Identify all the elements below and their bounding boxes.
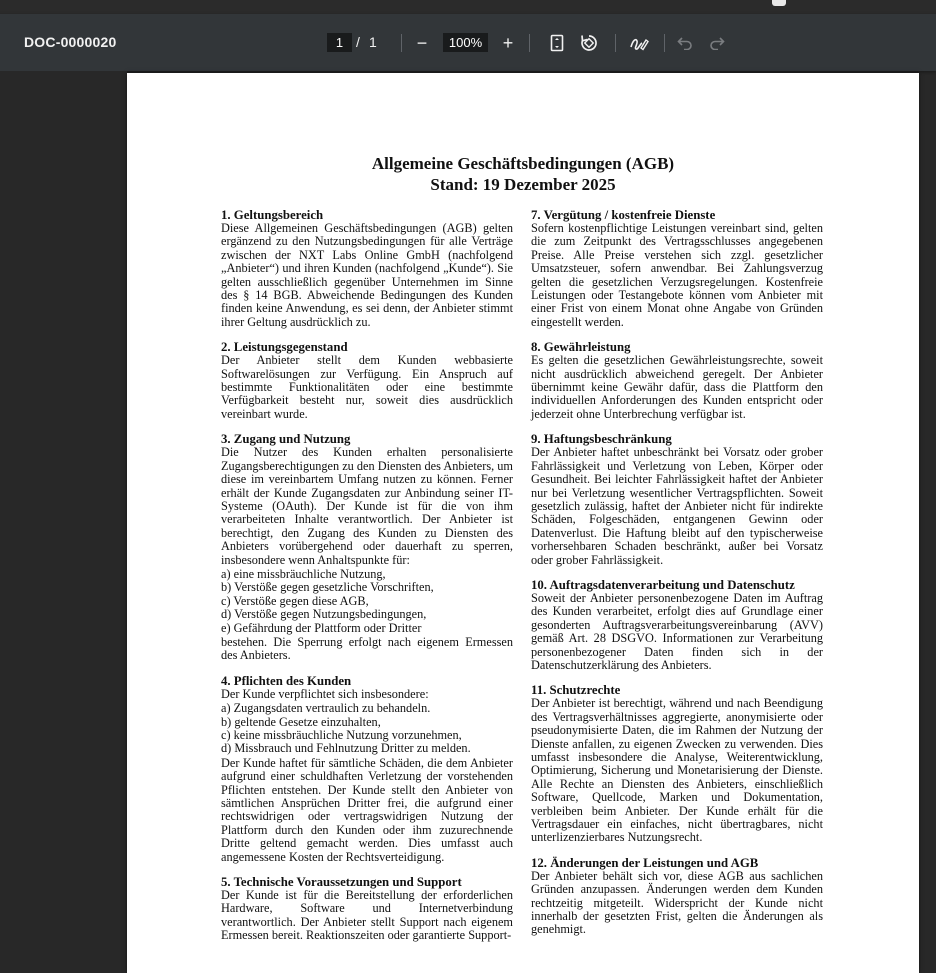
list-item: d) Missbrauch und Fehlnutzung Dritter zu melden. (221, 741, 471, 756)
page-number-input[interactable]: 1 (327, 33, 352, 52)
section-body: Der Anbieter haftet unbeschränkt bei Vorsatz oder grober Fahrlässigkeit und Verletzung von Leben, Körper oder Gesundheit. Bei leichter Fahrlässigkeit haftet der Anbieter nur bei Verletzung wesentlicher Vertragspflichten. Soweit gesetzlich zulässig, haftet der Anbieter nicht für indirekte Schäden, Folgeschäden, entgangenen Gewinn oder Datenverlust. Die Haftung bleibt auf den typischerweise vorhersehbaren Schaden beschränkt, außer bei Vorsatz oder grober Fahrlässigkeit. (531, 445, 823, 567)
fit-page-button[interactable] (544, 30, 570, 56)
document-heading: Allgemeine Geschäftsbedingungen (AGB) (371, 154, 675, 173)
left-column (221, 208, 513, 954)
section-title: 12. Änderungen der Leistungen und AGB (531, 855, 759, 870)
redo-button[interactable] (704, 30, 730, 56)
list-item: a) eine missbräuchliche Nutzung, (221, 566, 386, 581)
section-title: 11. Schutzrechte (531, 683, 621, 698)
section-body: Der Anbieter behält sich vor, diese AGB aus sachlichen Gründen anzupassen. Änderungen werden dem Kunden rechtzeitig mitgeteilt. Widerspricht der Kunde nicht innerhalb der gesetzten Frist, gelten die Änderungen als genehmigt. (531, 868, 823, 937)
list-item: e) Gefährdung der Plattform oder Dritter (221, 620, 422, 635)
document-section (531, 208, 823, 329)
document-section (531, 856, 823, 937)
document-section (531, 683, 823, 844)
section-body: Der Kunde verpflichtet sich insbesondere: (221, 686, 429, 701)
pdf-page (127, 73, 919, 973)
zoom-out-button[interactable] (409, 30, 435, 56)
annotate-button[interactable] (626, 30, 652, 56)
toolbar-divider (529, 34, 530, 52)
section-body: Der Kunde ist für die Bereitstellung der erforderlichen Hardware, Software und Internetverbindung verantwortlich. Der Anbieter stellt Support nach eigenem Ermessen bereit. Reaktionszeiten oder garantierte Support- (221, 888, 513, 943)
section-title: 3. Zugang und Nutzung (221, 432, 351, 447)
section-title: 4. Pflichten des Kunden (221, 673, 352, 688)
section-title: 1. Geltungsbereich (221, 208, 324, 222)
section-title: 10. Auftragsdatenverarbeitung und Datenschutz (531, 577, 795, 592)
document-title: DOC-0000020 (24, 34, 117, 50)
toolbar-divider (615, 34, 616, 52)
list-item: b) geltende Gesetze einzuhalten, (221, 714, 381, 729)
window-top-strip (0, 0, 936, 14)
toolbar-divider (401, 34, 402, 52)
section-title: 9. Haftungsbeschränkung (531, 432, 672, 447)
rotate-button[interactable] (576, 30, 602, 56)
list-item: b) Verstöße gegen gesetzliche Vorschriften, (221, 580, 434, 595)
page-separator: / (356, 34, 360, 50)
section-body: Der Anbieter stellt dem Kunden webbasierte Softwarelösungen zur Verfügung. Ein Anspruch auf bestimmte Funktionalitäten oder eine bestimmte Verfügbarkeit besteht nur, soweit dies ausdrücklich vereinbart wurde. (221, 353, 513, 421)
section-body: Soweit der Anbieter personenbezogene Daten im Auftrag des Kunden verarbeitet, erfolgt dies auf Grundlage einer gesonderten Auftragsverarbeitungsvereinbarung (AVV) gemäß Art. 28 DSGVO. Informationen zur Verarbeitung personenbezogener Daten finden sich in der Datenschutzerklärung des Anbieters. (531, 590, 823, 672)
document-date: Stand: 19 Dezember 2025 (430, 175, 616, 194)
list-item: a) Zugangsdaten vertraulich zu behandeln. (221, 701, 431, 716)
pdf-toolbar (0, 14, 936, 71)
section-title: 5. Technische Voraussetzungen und Support (221, 875, 462, 890)
section-list (221, 702, 513, 756)
document-section (221, 208, 513, 329)
zoom-in-label: + (502, 33, 514, 53)
section-body: Der Anbieter ist berechtigt, während und nach Beendigung des Vertragsverhältnisses aggregierte, anonymisierte oder pseudonymisierte Daten, die im Rahmen der Nutzung der Dienste anfallen, zu eigenen Zwecken zu verwenden. Dies umfasst insbesondere die Analyse, Weiterentwicklung, Optimierung, Sicherung und Monetarisierung der Dienste. Alle Rechte an Diensten des Anbieters, einschließlich Software, Quellcode, Marken und Dokumentation, verbleiben beim Anbieter. Der Kunde erhält für die Vertragsdauer ein einfaches, nicht übertragbares, nicht unterlizenzierbares Nutzungsrecht. (531, 696, 823, 845)
list-item: d) Verstöße gegen Nutzungsbedingungen, (221, 607, 427, 622)
window-tab-indicator (772, 0, 786, 6)
section-body-continued: bestehen. Die Sperrung erfolgt nach eigenem Ermessen des Anbieters. (221, 634, 513, 663)
document-section (221, 340, 513, 421)
zoom-out-label: − (416, 33, 428, 53)
zoom-in-button[interactable] (495, 30, 521, 56)
document-section (531, 432, 823, 567)
document-section (221, 875, 513, 943)
rotate-icon (579, 33, 599, 53)
section-title: 8. Gewährleistung (531, 340, 631, 355)
redo-icon (709, 36, 725, 50)
zoom-level-input[interactable]: 100% (443, 33, 488, 52)
document-header (221, 153, 825, 205)
section-title: 2. Leistungsgegenstand (221, 340, 348, 355)
undo-icon (677, 36, 693, 50)
section-body-continued: Der Kunde haftet für sämtliche Schäden, die dem Anbieter aufgrund einer schuldhaften Verletzung der vorstehenden Pflichten entstehen. Der Kunde stellt den Anbieter von sämtlichen Ansprüchen Dritter frei, die aufgrund einer rechtswidrigen oder vertragswidrigen Nutzung der Plattform durch den Kunden oder ihm zuzurechnende Dritte geltend gemacht werden. Dies umfasst auch angemessene Kosten der Rechtsverteidigung. (221, 755, 513, 864)
document-section (221, 432, 513, 663)
page-total: 1 (369, 34, 377, 50)
section-body: Es gelten die gesetzlichen Gewährleistungsrechte, soweit nicht ausdrücklich abweichend geregelt. Der Anbieter übernimmt keine Gewähr dafür, dass die Plattform den individuellen Anforderungen des Kunden entspricht oder jederzeit ohne Unterbrechung verfügbar ist. (531, 353, 823, 421)
document-section (531, 340, 823, 421)
toolbar-divider (664, 34, 665, 52)
section-list (221, 568, 513, 635)
section-body: Diese Allgemeinen Geschäftsbedingungen (AGB) gelten ergänzend zu den Nutzungsbedingungen für alle Verträge zwischen der NXT Labs Online GmbH (nachfolgend „Anbieter“) und ihren Kunden (nachfolgend „Kunde“). Sie gelten ausschließlich gegenüber Unternehmen im Sinne des § 14 BGB. Abweichende Bedingungen des Kunden finden keine Anwendung, es sei denn, der Anbieter stimmt ihrer Geltung ausdrücklich zu. (221, 221, 513, 329)
document-section (221, 674, 513, 864)
right-column (531, 208, 823, 948)
section-body: Die Nutzer des Kunden erhalten personalisierte Zugangsberechtigungen zu den Diensten des Anbieters, um diese im vereinbartem Umfang nutzen zu können. Ferner erhält der Kunde Zugangsdaten zur Anbindung seiner IT-Systeme (OAuth). Der Kunde ist für die von ihm verarbeiteten Inhalte verantwortlich. Der Anbieter ist berechtigt, den Zugang des Kunden zu Diensten des Anbieters vorübergehend oder dauerhaft zu sperren, insbesondere wenn Anhaltspunkte für: (221, 445, 513, 567)
document-section (531, 578, 823, 672)
section-body: Sofern kostenpflichtige Leistungen vereinbart sind, gelten die zum Zeitpunkt des Vertragsschlusses angegebenen Preise. Alle Preise verstehen sich zzgl. gesetzlicher Umsatzsteuer, sofern anwendbar. Bei Zahlungsverzug gelten die gesetzlichen Verzugsregelungen. Kostenfreie Leistungen oder Testangebote können vom Anbieter mit einer Frist von einem Monat ohne Angabe von Gründen eingestellt werden. (531, 221, 823, 329)
section-title: 7. Vergütung / kostenfreie Dienste (531, 208, 716, 222)
draw-annotation-icon (629, 34, 649, 52)
list-item: c) keine missbräuchliche Nutzung vorzunehmen, (221, 728, 462, 742)
undo-button[interactable] (672, 30, 698, 56)
fit-page-icon (550, 34, 564, 52)
viewer-sidebar (0, 71, 127, 923)
list-item: c) Verstöße gegen diese AGB, (221, 593, 369, 608)
